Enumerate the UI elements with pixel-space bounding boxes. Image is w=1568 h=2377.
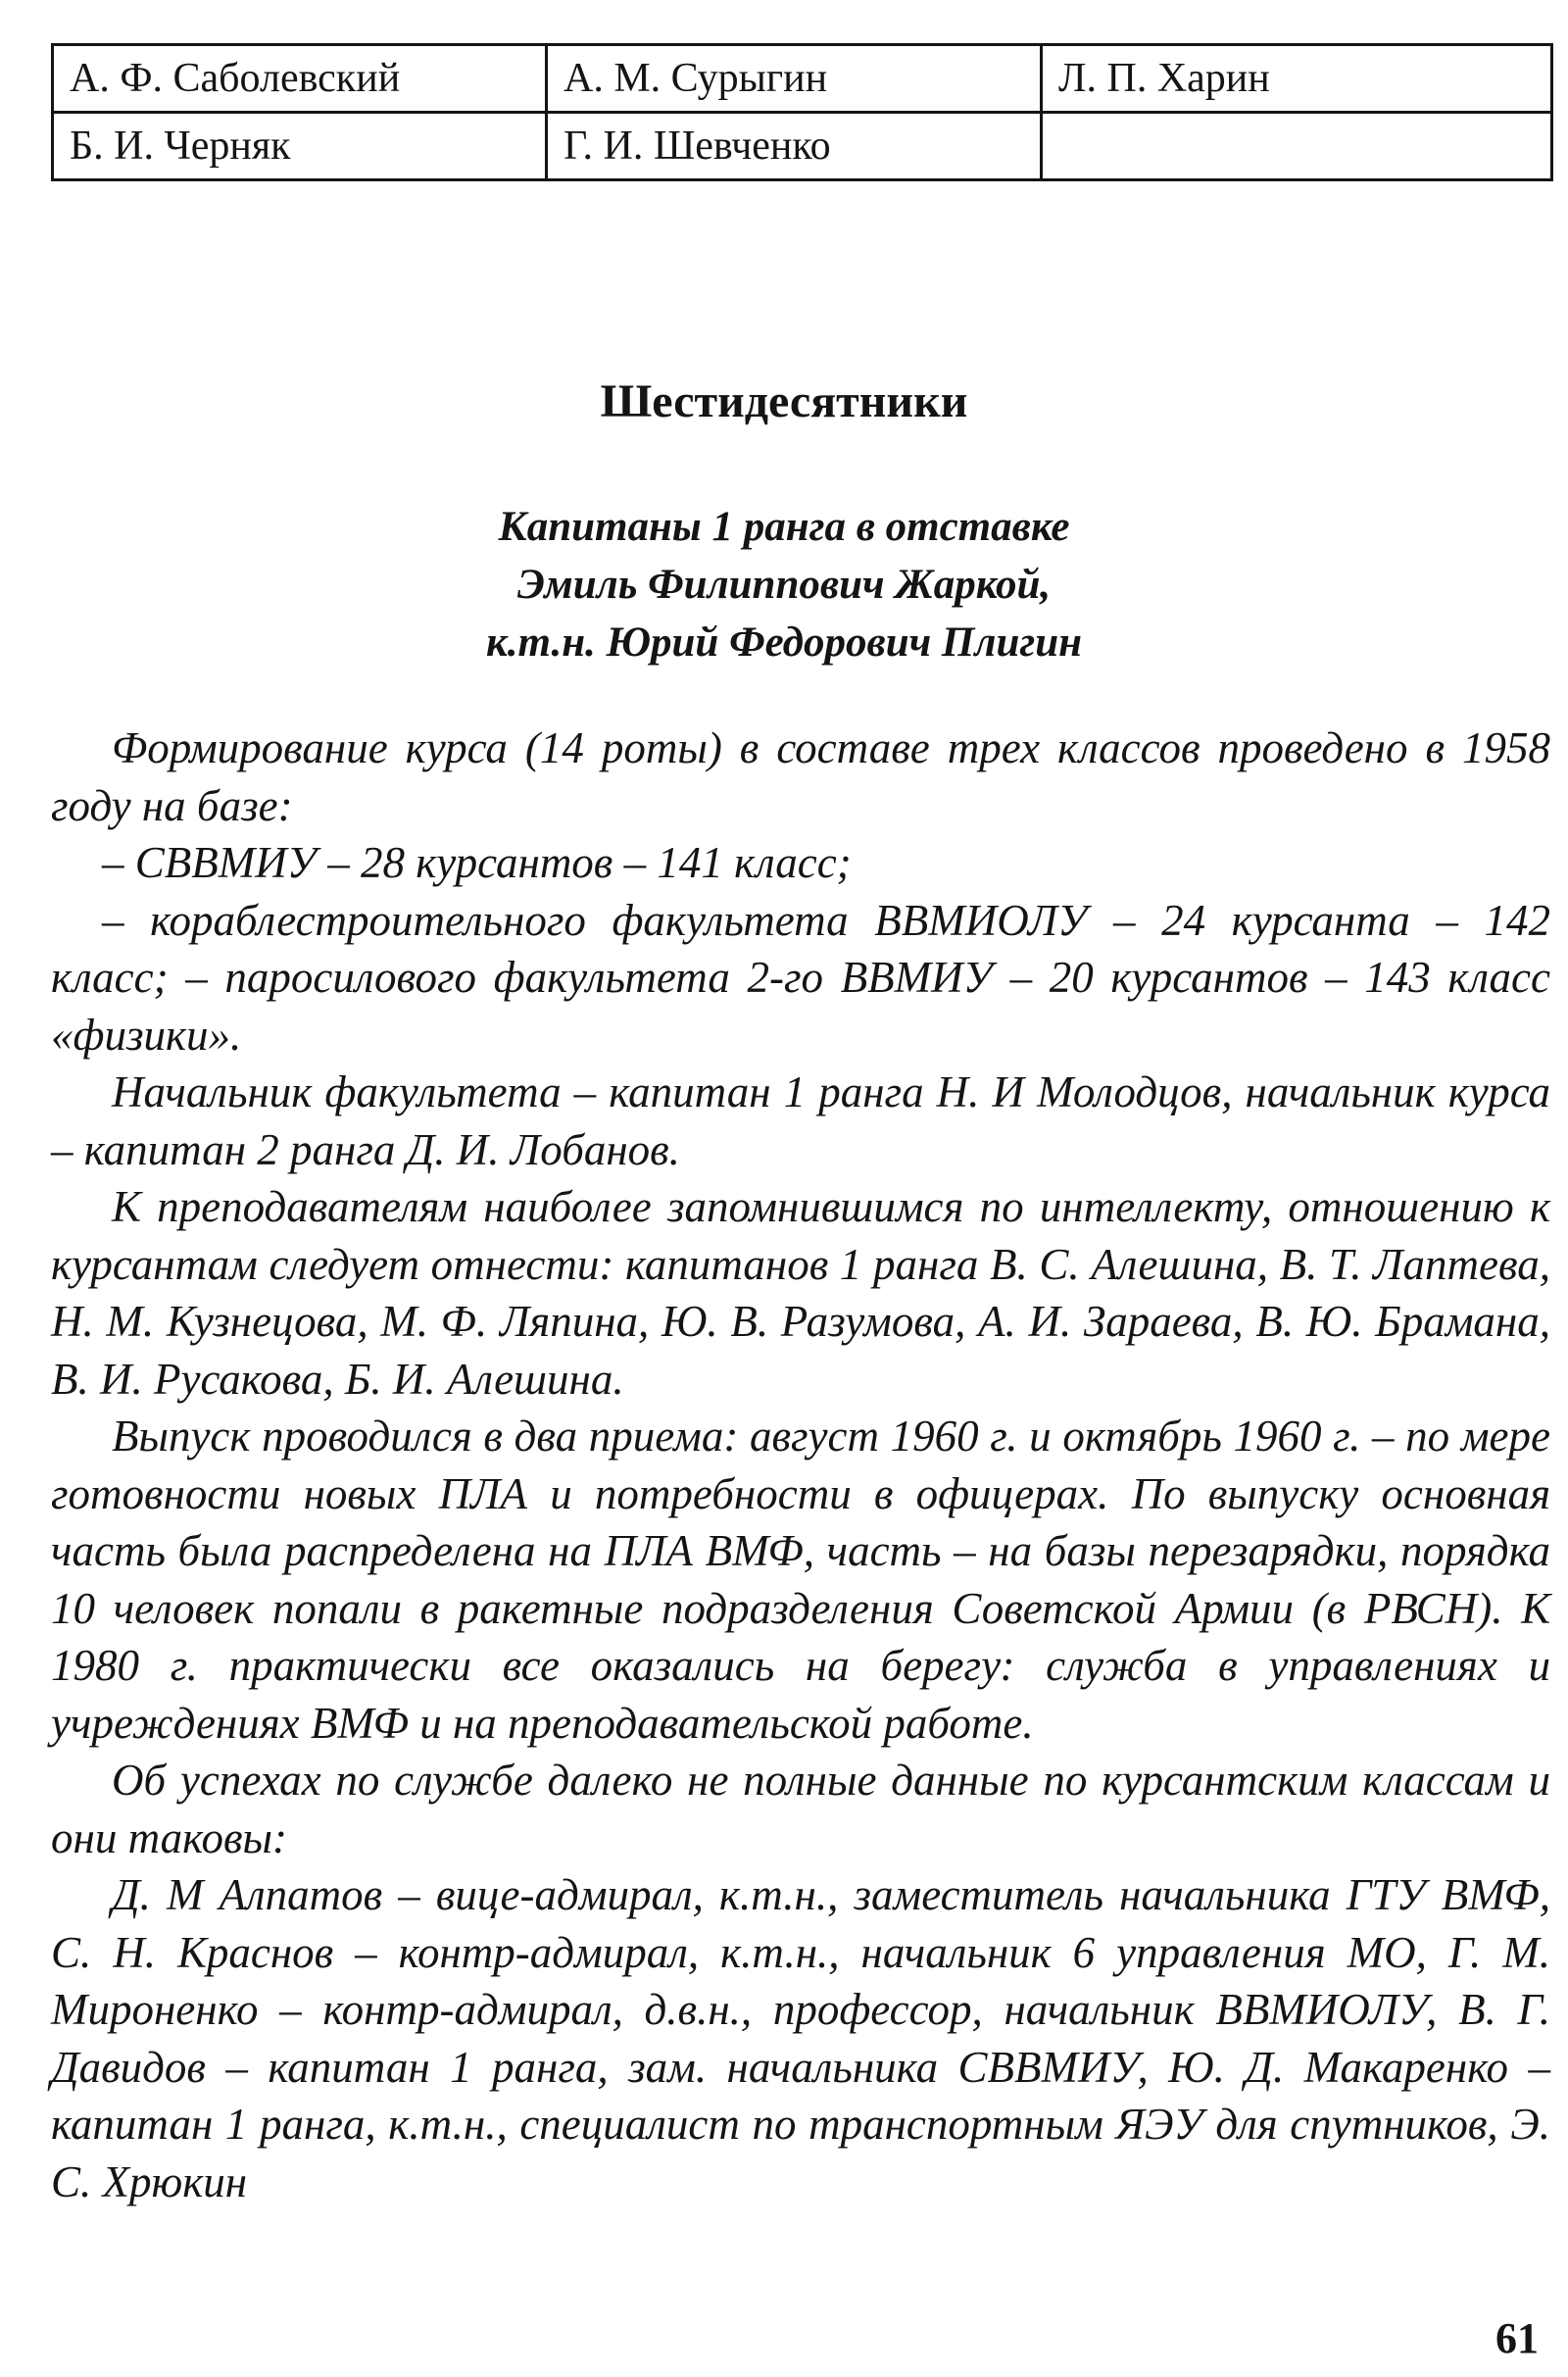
names-table <box>51 43 1553 181</box>
table-cell: Б. И. Черняк <box>53 113 547 180</box>
authors-line: к.т.н. Юрий Федорович Плигин <box>485 619 1083 666</box>
table-cell <box>1042 113 1552 180</box>
table-row <box>53 113 1552 180</box>
section-title: Шестидесятники <box>600 375 968 427</box>
paragraph: Д. М Алпатов – вице-адмирал, к.т.н., заместитель начальника ГТУ ВМФ, С. Н. Краснов – контр-адмирал, к.т.н., начальник 6 управления МО, Г. М. Мироненко – контр-адмирал, д.в.н., профессор, начальник ВВМИОЛУ, В. Г. Давидов – капитан 1 ранга, зам. начальника СВВМИУ, Ю. Д. Макаренко – капитан 1 ранга, к.т.н., специалист по транспортным ЯЭУ для спутников, Э. С. Хрюкин <box>51 1870 1550 2206</box>
paragraph: К преподавателям наиболее запомнившимся по интеллекту, отношению к курсантам следует отнести: капитанов 1 ранга В. С. Алешина, В. Т. Лаптева, Н. М. Кузнецова, М. Ф. Ляпина, Ю. В. Разумова, А. И. Зараева, В. Ю. Брамана, В. И. Русакова, Б. И. Алешина. <box>51 1182 1550 1404</box>
paragraph: Начальник факультета – капитан 1 ранга Н. И Молодцов, начальник курса – капитан 2 ранга Д. И. Лобанов. <box>51 1067 1550 1174</box>
paragraph: Об успехах по службе далеко не полные данные по курсантским классам и они таковы: <box>51 1756 1550 1862</box>
authors-line: Эмиль Филиппович Жаркой, <box>516 562 1052 608</box>
authors-block <box>0 498 1568 671</box>
table-cell: А. Ф. Саболевский <box>53 45 547 113</box>
table-cell: А. М. Сурыгин <box>547 45 1042 113</box>
paragraph: Выпуск проводился в два приема: август 1960 г. и октябрь 1960 г. – по мере готовности новых ПЛА и потребности в офицерах. По выпуску основная часть была распределена на ПЛА ВМФ, часть – на базы перезарядки, порядка 10 человек попали в ракетные подразделения Советской Армии (в РВСН). К 1980 г. практически все оказались на берегу: служба в управлениях и учреждениях ВМФ и на преподавательской работе. <box>51 1411 1550 1748</box>
paragraph: Формирование курса (14 роты) в составе трех классов проведено в 1958 году на базе: <box>51 723 1550 830</box>
list-item: – кораблестроительного факультета ВВМИОЛУ – 24 курсанта – 142 класс; – паросилового факультета 2-го ВВМИУ – 20 курсантов – 143 класс «физики». <box>51 895 1550 1060</box>
table-row <box>53 45 1552 113</box>
authors-line: Капитаны 1 ранга в отставке <box>498 504 1070 550</box>
page-number: 61 <box>1495 2314 1539 2362</box>
list-item: – СВВМИУ – 28 курсантов – 141 класс; <box>102 838 852 887</box>
table-cell: Г. И. Шевченко <box>547 113 1042 180</box>
table-cell: Л. П. Харин <box>1042 45 1552 113</box>
article-body <box>51 719 1550 2210</box>
